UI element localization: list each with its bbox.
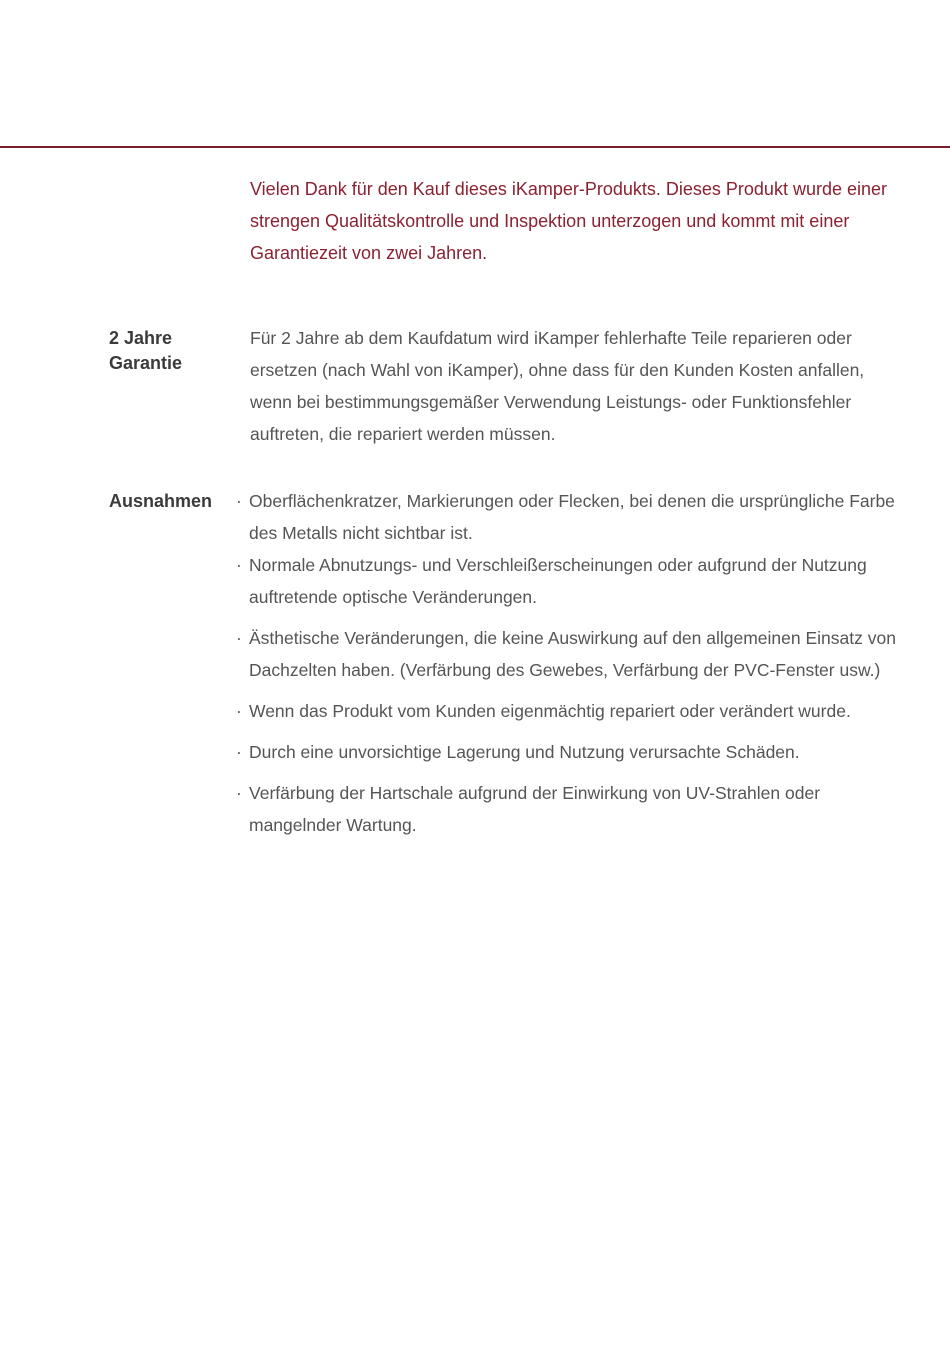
header-divider <box>0 146 950 148</box>
exceptions-label: Ausnahmen <box>109 491 213 511</box>
bullet-icon: · <box>236 742 242 762</box>
exception-text: Verfärbung der Hartschale aufgrund der Einwirkung von UV-Strahlen oder mangelnder Wartung. <box>249 783 821 835</box>
list-item <box>236 485 906 549</box>
exception-text: Ästhetische Veränderungen, die keine Auswirkung auf den allgemeinen Einsatz von Dachzelten haben. (Verfärbung des Gewebes, Verfärbung der PVC-Fenster usw.) <box>249 628 896 680</box>
warranty-label-line2: Garantie <box>109 353 183 373</box>
exception-text: Oberflächenkratzer, Markierungen oder Flecken, bei denen die ursprüngliche Farbe des Metalls nicht sichtbar ist. <box>249 491 895 543</box>
bullet-icon: · <box>236 491 242 511</box>
bullet-icon: · <box>236 555 242 575</box>
bullet-icon: · <box>236 628 242 648</box>
list-item <box>236 736 906 768</box>
list-item <box>236 695 906 727</box>
list-item <box>236 622 906 686</box>
list-item <box>236 549 906 613</box>
list-item <box>236 777 906 841</box>
exception-text: Durch eine unvorsichtige Lagerung und Nutzung verursachte Schäden. <box>249 742 800 762</box>
warranty-text: Für 2 Jahre ab dem Kaufdatum wird iKamper fehlerhafte Teile reparieren oder ersetzen (nach Wahl von iKamper), ohne dass für den Kunden Kosten anfallen, wenn bei bestimmungsgemäßer Verwendung Leistungs- oder Funktionsfehler auftreten, die repariert werden müssen. <box>250 328 865 444</box>
intro-text: Vielen Dank für den Kauf dieses iKamper-Produkts. Dieses Produkt wurde einer strengen Qualitätskontrolle und Inspektion unterzogen und kommt mit einer Garantiezeit von zwei Jahren. <box>250 179 887 263</box>
exception-text: Normale Abnutzungs- und Verschleißerscheinungen oder aufgrund der Nutzung auftretende optische Veränderungen. <box>249 555 867 607</box>
exceptions-list <box>236 485 906 841</box>
bullet-icon: · <box>236 783 242 803</box>
warranty-label-line1: 2 Jahre <box>109 328 173 348</box>
warranty-label <box>109 326 234 376</box>
bullet-icon: · <box>236 701 242 721</box>
exception-text: Wenn das Produkt vom Kunden eigenmächtig repariert oder verändert wurde. <box>249 701 851 721</box>
